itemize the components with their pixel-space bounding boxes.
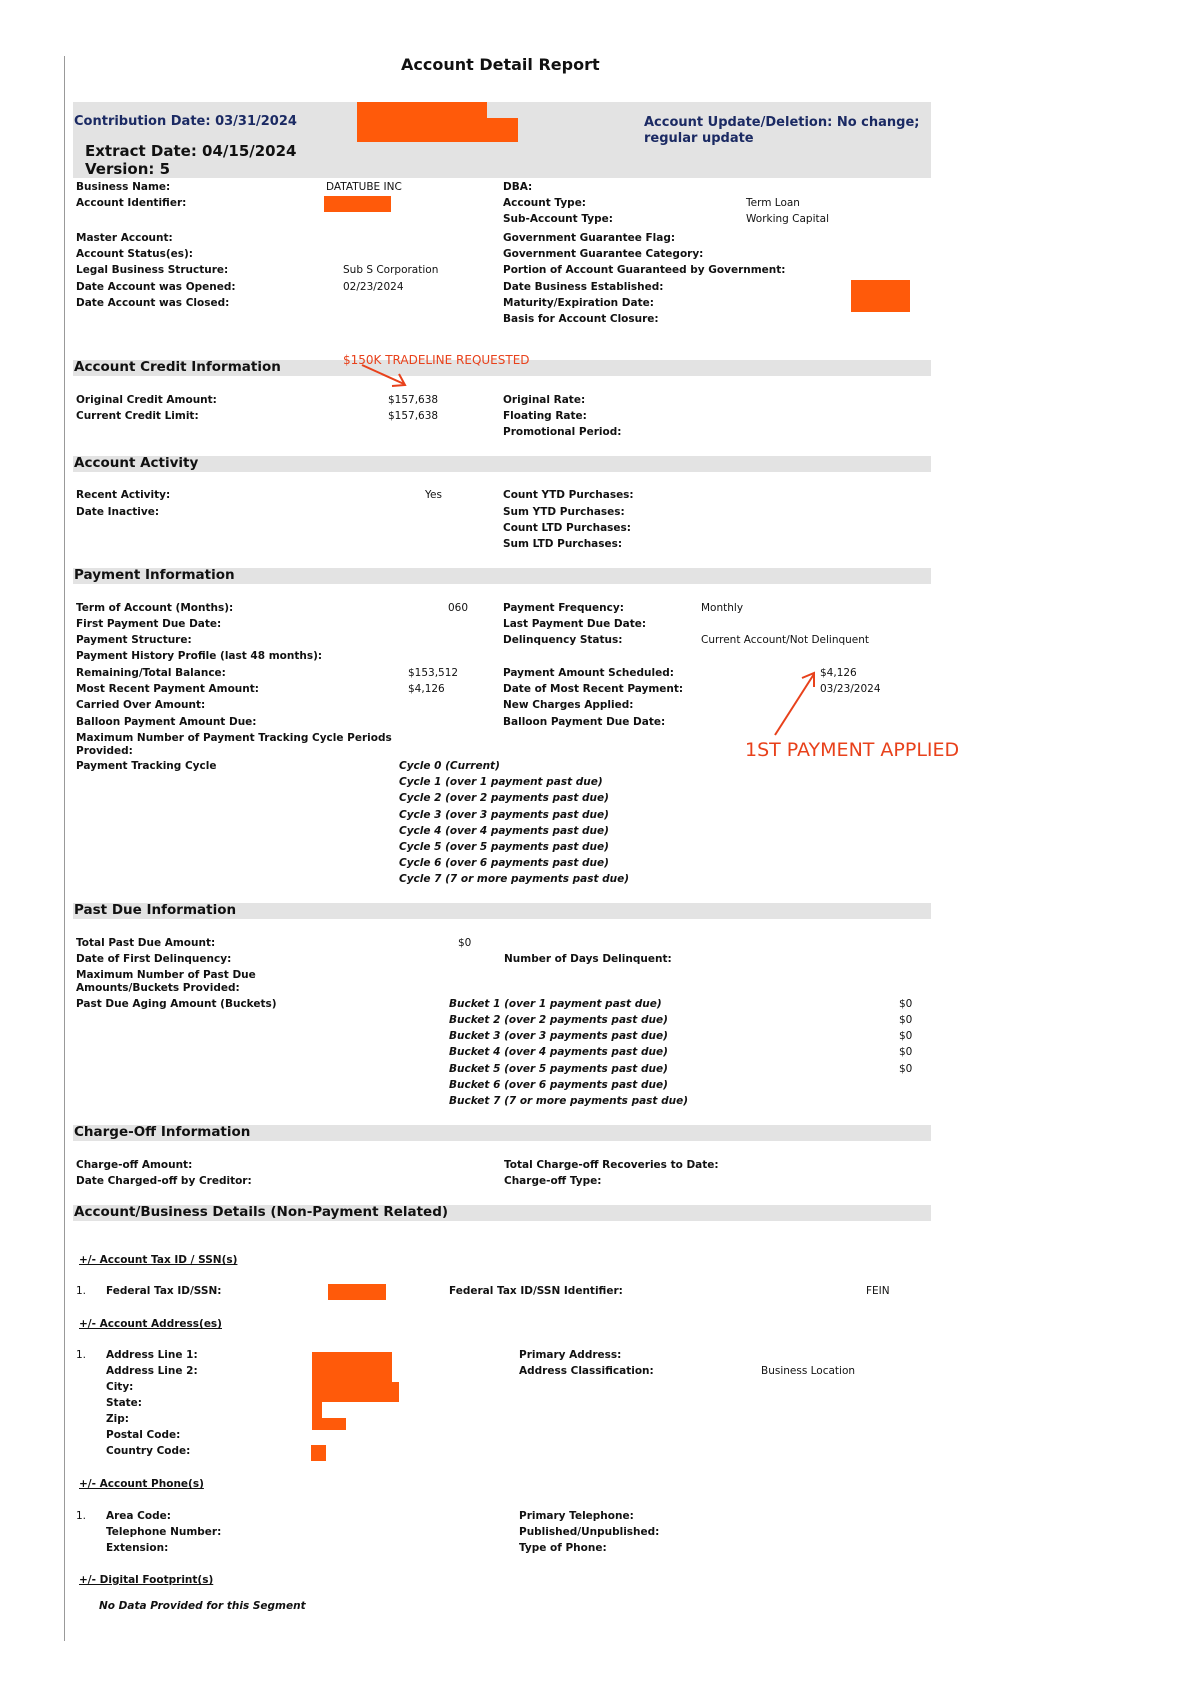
postal-code-label: Postal Code: bbox=[106, 1429, 181, 1441]
balance-label: Remaining/Total Balance: bbox=[76, 667, 226, 679]
recent-date-label: Date of Most Recent Payment: bbox=[503, 683, 684, 695]
cycle-item: Cycle 3 (over 3 payments past due) bbox=[399, 809, 609, 821]
cycle-item: Cycle 0 (Current) bbox=[399, 760, 500, 772]
delinquency-value: Current Account/Not Delinquent bbox=[701, 634, 870, 646]
primary-phone-label: Primary Telephone: bbox=[519, 1510, 634, 1522]
cycle-item: Cycle 4 (over 4 payments past due) bbox=[399, 825, 609, 837]
delinquency-label: Delinquency Status: bbox=[503, 634, 623, 646]
redaction-address-zip bbox=[312, 1418, 346, 1430]
bucket-label: Bucket 3 (over 3 payments past due) bbox=[449, 1030, 668, 1042]
redaction-established-date bbox=[851, 280, 910, 312]
address-class-label: Address Classification: bbox=[519, 1365, 654, 1377]
details-section-title: Account/Business Details (Non-Payment Related) bbox=[74, 1204, 449, 1220]
original-credit-label: Original Credit Amount: bbox=[76, 394, 217, 406]
tax-id-header[interactable]: +/- Account Tax ID / SSN(s) bbox=[79, 1254, 238, 1266]
redaction-address-state bbox=[312, 1402, 322, 1418]
date-inactive-label: Date Inactive: bbox=[76, 506, 160, 518]
address-line1-label: Address Line 1: bbox=[106, 1349, 198, 1361]
business-name-label: Business Name: bbox=[76, 181, 171, 193]
recent-activity: Yes bbox=[425, 489, 442, 501]
total-past-due-label: Total Past Due Amount: bbox=[76, 937, 216, 949]
extract-date: Extract Date: 04/15/2024 bbox=[85, 142, 297, 160]
balloon-date-label: Balloon Payment Due Date: bbox=[503, 716, 666, 728]
bucket-label: Bucket 1 (over 1 payment past due) bbox=[449, 998, 662, 1010]
scheduled-label: Payment Amount Scheduled: bbox=[503, 667, 674, 679]
left-margin-rule bbox=[64, 56, 65, 1641]
recent-activity-label: Recent Activity: bbox=[76, 489, 171, 501]
closure-basis-label: Basis for Account Closure: bbox=[503, 313, 659, 325]
max-buckets-label-1: Maximum Number of Past Due bbox=[76, 969, 256, 981]
payment-section-title: Payment Information bbox=[74, 567, 235, 583]
bucket-label: Bucket 7 (7 or more payments past due) bbox=[449, 1095, 689, 1107]
gov-guarantee-portion-label: Portion of Account Guaranteed by Government: bbox=[503, 264, 786, 276]
scheduled-value: $4,126 bbox=[820, 667, 857, 679]
max-buckets-label-2: Amounts/Buckets Provided: bbox=[76, 982, 240, 994]
payment-arrow bbox=[770, 670, 820, 738]
tracking-cycle-label: Payment Tracking Cycle bbox=[76, 760, 217, 772]
country-code-label: Country Code: bbox=[106, 1445, 191, 1457]
cycle-item: Cycle 7 (7 or more payments past due) bbox=[399, 873, 630, 885]
extension-label: Extension: bbox=[106, 1542, 169, 1554]
gov-guarantee-flag-label: Government Guarantee Flag: bbox=[503, 232, 676, 244]
term-label: Term of Account (Months): bbox=[76, 602, 234, 614]
balance-value: $153,512 bbox=[408, 667, 459, 679]
cycle-item: Cycle 5 (over 5 payments past due) bbox=[399, 841, 609, 853]
area-code-label: Area Code: bbox=[106, 1510, 171, 1522]
contribution-date: Contribution Date: 03/31/2024 bbox=[74, 114, 297, 129]
floating-rate-label: Floating Rate: bbox=[503, 410, 587, 422]
charge-off-section-title: Charge-Off Information bbox=[74, 1124, 251, 1140]
max-cycles-label-2: Provided: bbox=[76, 745, 133, 757]
cycle-item: Cycle 2 (over 2 payments past due) bbox=[399, 792, 609, 804]
phone-type-label: Type of Phone: bbox=[519, 1542, 607, 1554]
zip-label: Zip: bbox=[106, 1413, 129, 1425]
frequency-label: Payment Frequency: bbox=[503, 602, 624, 614]
phone-header[interactable]: +/- Account Phone(s) bbox=[79, 1478, 204, 1490]
max-cycles-label-1: Maximum Number of Payment Tracking Cycle Periods bbox=[76, 732, 392, 744]
legal-structure: Sub S Corporation bbox=[343, 264, 439, 276]
address-index: 1. bbox=[76, 1349, 87, 1361]
address-line2-label: Address Line 2: bbox=[106, 1365, 198, 1377]
recent-amount-label: Most Recent Payment Amount: bbox=[76, 683, 259, 695]
redaction-address-ext bbox=[392, 1382, 399, 1402]
bucket-label: Bucket 6 (over 6 payments past due) bbox=[449, 1079, 668, 1091]
term-value: 060 bbox=[448, 602, 469, 614]
redaction-header-tab bbox=[487, 118, 518, 142]
redaction-account-id bbox=[324, 196, 391, 212]
sub-account-type: Working Capital bbox=[746, 213, 829, 225]
charge-off-amount-label: Charge-off Amount: bbox=[76, 1159, 193, 1171]
count-ltd-label: Count LTD Purchases: bbox=[503, 522, 631, 534]
phone-index: 1. bbox=[76, 1510, 87, 1522]
count-ytd-label: Count YTD Purchases: bbox=[503, 489, 634, 501]
bucket-value: $0 bbox=[899, 998, 913, 1010]
recent-date-value: 03/23/2024 bbox=[820, 683, 881, 695]
charge-off-date-label: Date Charged-off by Creditor: bbox=[76, 1175, 252, 1187]
bucket-label: Bucket 2 (over 2 payments past due) bbox=[449, 1014, 668, 1026]
maturity-date-label: Maturity/Expiration Date: bbox=[503, 297, 654, 309]
credit-section-title: Account Credit Information bbox=[74, 359, 281, 375]
tax-identifier-label: Federal Tax ID/SSN Identifier: bbox=[449, 1285, 623, 1297]
payment-annotation: 1ST PAYMENT APPLIED bbox=[745, 739, 960, 761]
date-opened: 02/23/2024 bbox=[343, 281, 404, 293]
payment-structure-label: Payment Structure: bbox=[76, 634, 192, 646]
address-header[interactable]: +/- Account Address(es) bbox=[79, 1318, 222, 1330]
address-class: Business Location bbox=[761, 1365, 856, 1377]
gov-guarantee-category-label: Government Guarantee Category: bbox=[503, 248, 704, 260]
phone-number-label: Telephone Number: bbox=[106, 1526, 222, 1538]
bucket-value: $0 bbox=[899, 1030, 913, 1042]
account-status-label: Account Status(es): bbox=[76, 248, 193, 260]
state-label: State: bbox=[106, 1397, 143, 1409]
published-label: Published/Unpublished: bbox=[519, 1526, 660, 1538]
activity-section-title: Account Activity bbox=[74, 455, 199, 471]
days-delinquent-label: Number of Days Delinquent: bbox=[504, 953, 672, 965]
aging-label: Past Due Aging Amount (Buckets) bbox=[76, 998, 277, 1010]
charge-off-recoveries-label: Total Charge-off Recoveries to Date: bbox=[504, 1159, 719, 1171]
total-past-due: $0 bbox=[458, 937, 472, 949]
recent-amount-value: $4,126 bbox=[408, 683, 445, 695]
bucket-label: Bucket 5 (over 5 payments past due) bbox=[449, 1063, 668, 1075]
charge-off-type-label: Charge-off Type: bbox=[504, 1175, 602, 1187]
activity-section-bar bbox=[73, 456, 931, 472]
bucket-value: $0 bbox=[899, 1014, 913, 1026]
account-type-label: Account Type: bbox=[503, 197, 587, 209]
sum-ltd-label: Sum LTD Purchases: bbox=[503, 538, 623, 550]
bucket-label: Bucket 4 (over 4 payments past due) bbox=[449, 1046, 668, 1058]
sub-account-type-label: Sub-Account Type: bbox=[503, 213, 613, 225]
carried-over-label: Carried Over Amount: bbox=[76, 699, 206, 711]
frequency-value: Monthly bbox=[701, 602, 744, 614]
digital-footprint-none: No Data Provided for this Segment bbox=[99, 1600, 306, 1612]
version: Version: 5 bbox=[85, 160, 171, 178]
date-opened-label: Date Account was Opened: bbox=[76, 281, 236, 293]
last-due-label: Last Payment Due Date: bbox=[503, 618, 647, 630]
redaction-address-block bbox=[312, 1352, 392, 1402]
past-due-section-title: Past Due Information bbox=[74, 902, 237, 918]
first-due-label: First Payment Due Date: bbox=[76, 618, 222, 630]
tradeline-arrow bbox=[360, 362, 410, 390]
date-business-established-label: Date Business Established: bbox=[503, 281, 664, 293]
tradeline-annotation: $150K TRADELINE REQUESTED bbox=[343, 353, 530, 367]
bucket-value: $0 bbox=[899, 1063, 913, 1075]
account-type: Term Loan bbox=[746, 197, 800, 209]
cycle-item: Cycle 6 (over 6 payments past due) bbox=[399, 857, 609, 869]
primary-address-label: Primary Address: bbox=[519, 1349, 622, 1361]
first-delinquency-label: Date of First Delinquency: bbox=[76, 953, 232, 965]
new-charges-label: New Charges Applied: bbox=[503, 699, 634, 711]
original-credit-amount: $157,638 bbox=[388, 394, 439, 406]
promo-period-label: Promotional Period: bbox=[503, 426, 622, 438]
tax-identifier: FEIN bbox=[866, 1285, 890, 1297]
update-status-line2: regular update bbox=[644, 131, 754, 146]
tax-index: 1. bbox=[76, 1285, 87, 1297]
current-limit-label: Current Credit Limit: bbox=[76, 410, 199, 422]
redaction-country bbox=[311, 1445, 326, 1461]
date-closed-label: Date Account was Closed: bbox=[76, 297, 230, 309]
digital-footprint-header[interactable]: +/- Digital Footprint(s) bbox=[79, 1574, 214, 1586]
redaction-header bbox=[357, 102, 487, 142]
original-rate-label: Original Rate: bbox=[503, 394, 586, 406]
cycle-item: Cycle 1 (over 1 payment past due) bbox=[399, 776, 603, 788]
dba-label: DBA: bbox=[503, 181, 533, 193]
legal-structure-label: Legal Business Structure: bbox=[76, 264, 229, 276]
history-profile-label: Payment History Profile (last 48 months): bbox=[76, 650, 323, 662]
city-label: City: bbox=[106, 1381, 134, 1393]
tax-id-label: Federal Tax ID/SSN: bbox=[106, 1285, 222, 1297]
report-title: Account Detail Report bbox=[401, 55, 600, 74]
sum-ytd-label: Sum YTD Purchases: bbox=[503, 506, 625, 518]
bucket-value: $0 bbox=[899, 1046, 913, 1058]
business-name: DATATUBE INC bbox=[326, 181, 402, 193]
master-account-label: Master Account: bbox=[76, 232, 173, 244]
update-status-line1: Account Update/Deletion: No change; bbox=[644, 115, 920, 130]
current-credit-limit: $157,638 bbox=[388, 410, 439, 422]
balloon-amount-label: Balloon Payment Amount Due: bbox=[76, 716, 257, 728]
redaction-tax-id bbox=[328, 1284, 386, 1300]
account-identifier-label: Account Identifier: bbox=[76, 197, 187, 209]
